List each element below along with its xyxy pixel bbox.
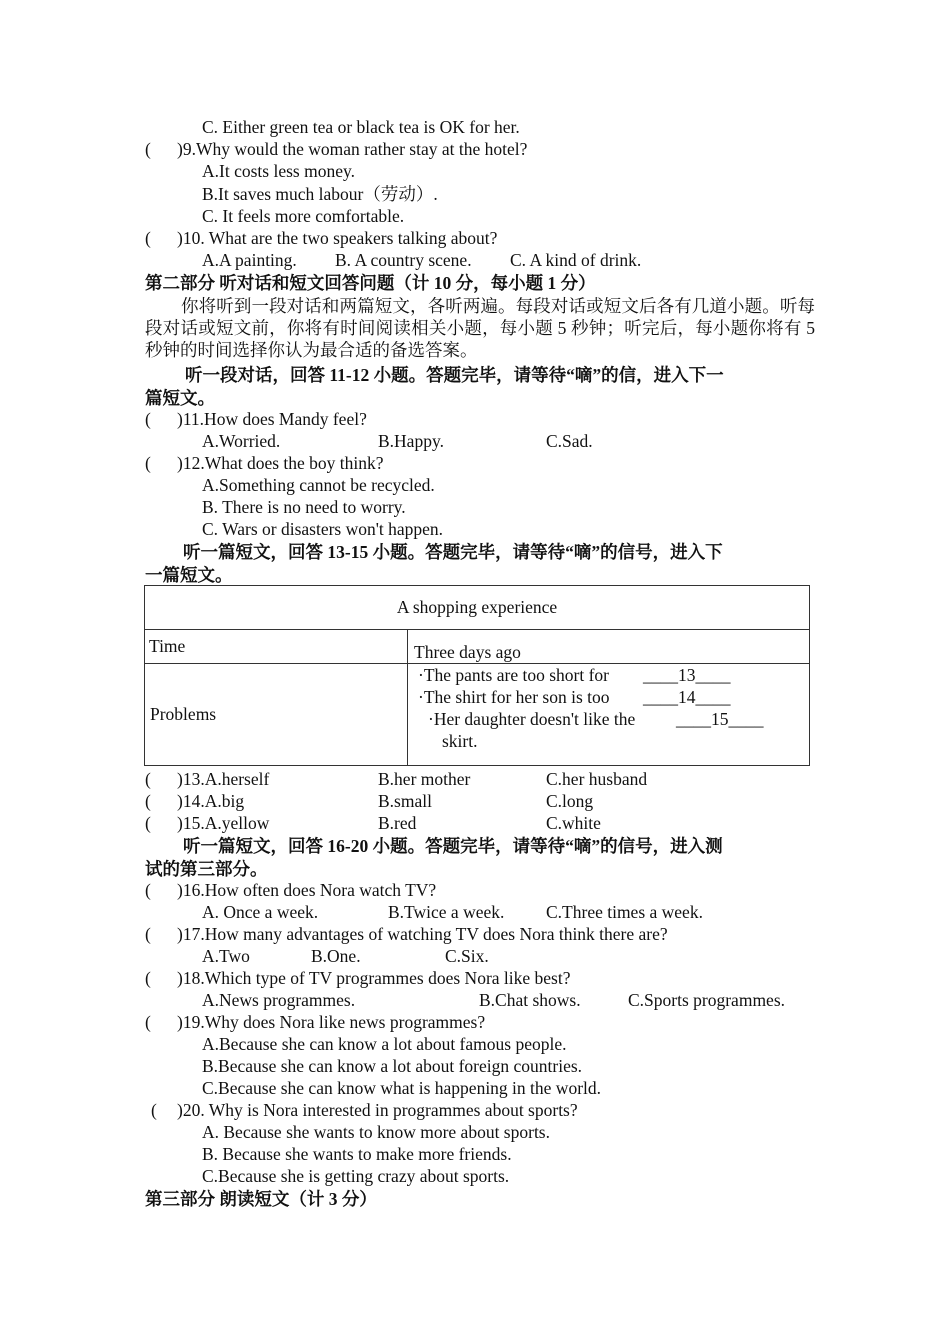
q13-option-b: B.her mother bbox=[378, 769, 471, 789]
q15-option-b: B.red bbox=[378, 813, 417, 833]
q17-option-c: C.Six. bbox=[445, 946, 489, 966]
q18-option-a: A.News programmes. bbox=[202, 990, 356, 1010]
q16-option-a: A. Once a week. bbox=[202, 902, 319, 922]
q12-stem: )12.What does the boy think? bbox=[177, 453, 384, 473]
q15-option-c: C.white bbox=[546, 813, 601, 833]
q14-stem: )14.A.big bbox=[177, 791, 245, 811]
problems-list bbox=[408, 664, 809, 765]
q9-option-b: B.It saves much labour（劳动）. bbox=[202, 184, 438, 204]
q15-paren: ( bbox=[145, 813, 151, 833]
q16-option-b: B.Twice a week. bbox=[388, 902, 505, 922]
blank-13: ____13____ bbox=[643, 665, 731, 685]
q10-option-b: B. A country scene. bbox=[335, 250, 472, 270]
q20-option-b: B. Because she wants to make more friends. bbox=[202, 1144, 512, 1164]
q9-option-a: A.It costs less money. bbox=[202, 161, 355, 181]
q12-paren: ( bbox=[145, 453, 151, 473]
q8-option-c: C. Either green tea or black tea is OK for her. bbox=[202, 117, 520, 137]
q9-option-c: C. It feels more comfortable. bbox=[202, 206, 405, 226]
part2-instructions: 你将听到一段对话和两篇短文，各听两遍。每段对话或短文后各有几道小题。听每段对话或短文前，你将有时间阅读相关小题，每小题 5 秒钟；听完后，每小题你将有 5 秒钟的时间选择你认为最合适的备选答案。 bbox=[145, 296, 815, 360]
passage1-intro-line1: 听一篇短文，回答 13-15 小题。答题完毕，请等待“嘀”的信号，进入下 bbox=[183, 542, 723, 562]
problem-3 bbox=[428, 708, 635, 730]
q19-paren: ( bbox=[145, 1012, 151, 1032]
q20-paren: ( bbox=[151, 1100, 157, 1120]
q12-option-c: C. Wars or disasters won't happen. bbox=[202, 519, 444, 539]
problem-2-text: ·The shirt for her son is too bbox=[418, 687, 610, 707]
q13-paren: ( bbox=[145, 769, 151, 789]
q17-paren: ( bbox=[145, 924, 151, 944]
passage1-intro-line2: 一篇短文。 bbox=[145, 565, 233, 585]
q10-option-a: A.A painting. bbox=[202, 250, 297, 270]
time-label: Time bbox=[145, 630, 408, 664]
time-value: Three days ago bbox=[408, 630, 810, 664]
q17-option-a: A.Two bbox=[202, 946, 250, 966]
q15-stem: )15.A.yellow bbox=[177, 813, 270, 833]
part3-heading: 第三部分 朗读短文（计 3 分） bbox=[145, 1189, 377, 1209]
q11-paren: ( bbox=[145, 409, 151, 429]
q13-stem: )13.A.herself bbox=[177, 769, 270, 789]
q9-paren: ( bbox=[145, 139, 151, 159]
table-title: A shopping experience bbox=[145, 586, 810, 630]
problem-1-text: ·The pants are too short for bbox=[418, 665, 609, 685]
q19-option-c: C.Because she can know what is happening in the world. bbox=[202, 1078, 602, 1098]
q18-stem: )18.Which type of TV programmes does Nora like best? bbox=[177, 968, 571, 988]
q11-option-a: A.Worried. bbox=[202, 431, 281, 451]
q14-option-c: C.long bbox=[546, 791, 594, 811]
q14-option-b: B.small bbox=[378, 791, 432, 811]
q18-option-b: B.Chat shows. bbox=[479, 990, 581, 1010]
q14-paren: ( bbox=[145, 791, 151, 811]
problem-3-text: ·Her daughter doesn't like the bbox=[428, 709, 636, 729]
problem-2 bbox=[418, 686, 610, 708]
q19-option-b: B.Because she can know a lot about foreign countries. bbox=[202, 1056, 583, 1076]
q18-option-c: C.Sports programmes. bbox=[628, 990, 786, 1010]
q11-option-b: B.Happy. bbox=[378, 431, 444, 451]
q11-stem: )11.How does Mandy feel? bbox=[177, 409, 367, 429]
q11-option-c: C.Sad. bbox=[546, 431, 593, 451]
shopping-experience-table bbox=[144, 585, 810, 766]
q19-option-a: A.Because she can know a lot about famous people. bbox=[202, 1034, 567, 1054]
problems-label: Problems bbox=[145, 664, 408, 766]
q12-option-b: B. There is no need to worry. bbox=[202, 497, 406, 517]
q13-option-c: C.her husband bbox=[546, 769, 648, 789]
problem-3-continued: skirt. bbox=[442, 731, 478, 751]
q17-stem: )17.How many advantages of watching TV does Nora think there are? bbox=[177, 924, 668, 944]
q19-stem: )19.Why does Nora like news programmes? bbox=[177, 1012, 486, 1032]
passage2-intro-line2: 试的第三部分。 bbox=[145, 859, 268, 879]
problem-1 bbox=[418, 664, 609, 686]
blank-15: ____15____ bbox=[676, 709, 764, 729]
q9-stem: )9.Why would the woman rather stay at the hotel? bbox=[177, 139, 528, 159]
q16-stem: )16.How often does Nora watch TV? bbox=[177, 880, 437, 900]
q10-stem: )10. What are the two speakers talking about? bbox=[177, 228, 498, 248]
q12-option-a: A.Something cannot be recycled. bbox=[202, 475, 435, 495]
part2-heading: 第二部分 听对话和短文回答问题（计 10 分，每小题 1 分） bbox=[145, 273, 596, 293]
q18-paren: ( bbox=[145, 968, 151, 988]
q20-option-a: A. Because she wants to know more about sports. bbox=[202, 1122, 550, 1142]
q17-option-b: B.One. bbox=[311, 946, 361, 966]
q20-stem: )20. Why is Nora interested in programmes about sports? bbox=[177, 1100, 578, 1120]
passage2-intro-line1: 听一篇短文，回答 16-20 小题。答题完毕，请等待“嘀”的信号，进入测 bbox=[183, 836, 723, 856]
q16-option-c: C.Three times a week. bbox=[546, 902, 703, 922]
dialog-intro-line1: 听一段对话，回答 11-12 小题。答题完毕，请等待“嘀”的信，进入下一 bbox=[185, 365, 724, 385]
q16-paren: ( bbox=[145, 880, 151, 900]
blank-14: ____14____ bbox=[643, 687, 731, 707]
q20-option-c: C.Because she is getting crazy about sports. bbox=[202, 1166, 510, 1186]
q10-paren: ( bbox=[145, 228, 151, 248]
q10-option-c: C. A kind of drink. bbox=[510, 250, 642, 270]
dialog-intro-line2: 篇短文。 bbox=[145, 388, 215, 408]
